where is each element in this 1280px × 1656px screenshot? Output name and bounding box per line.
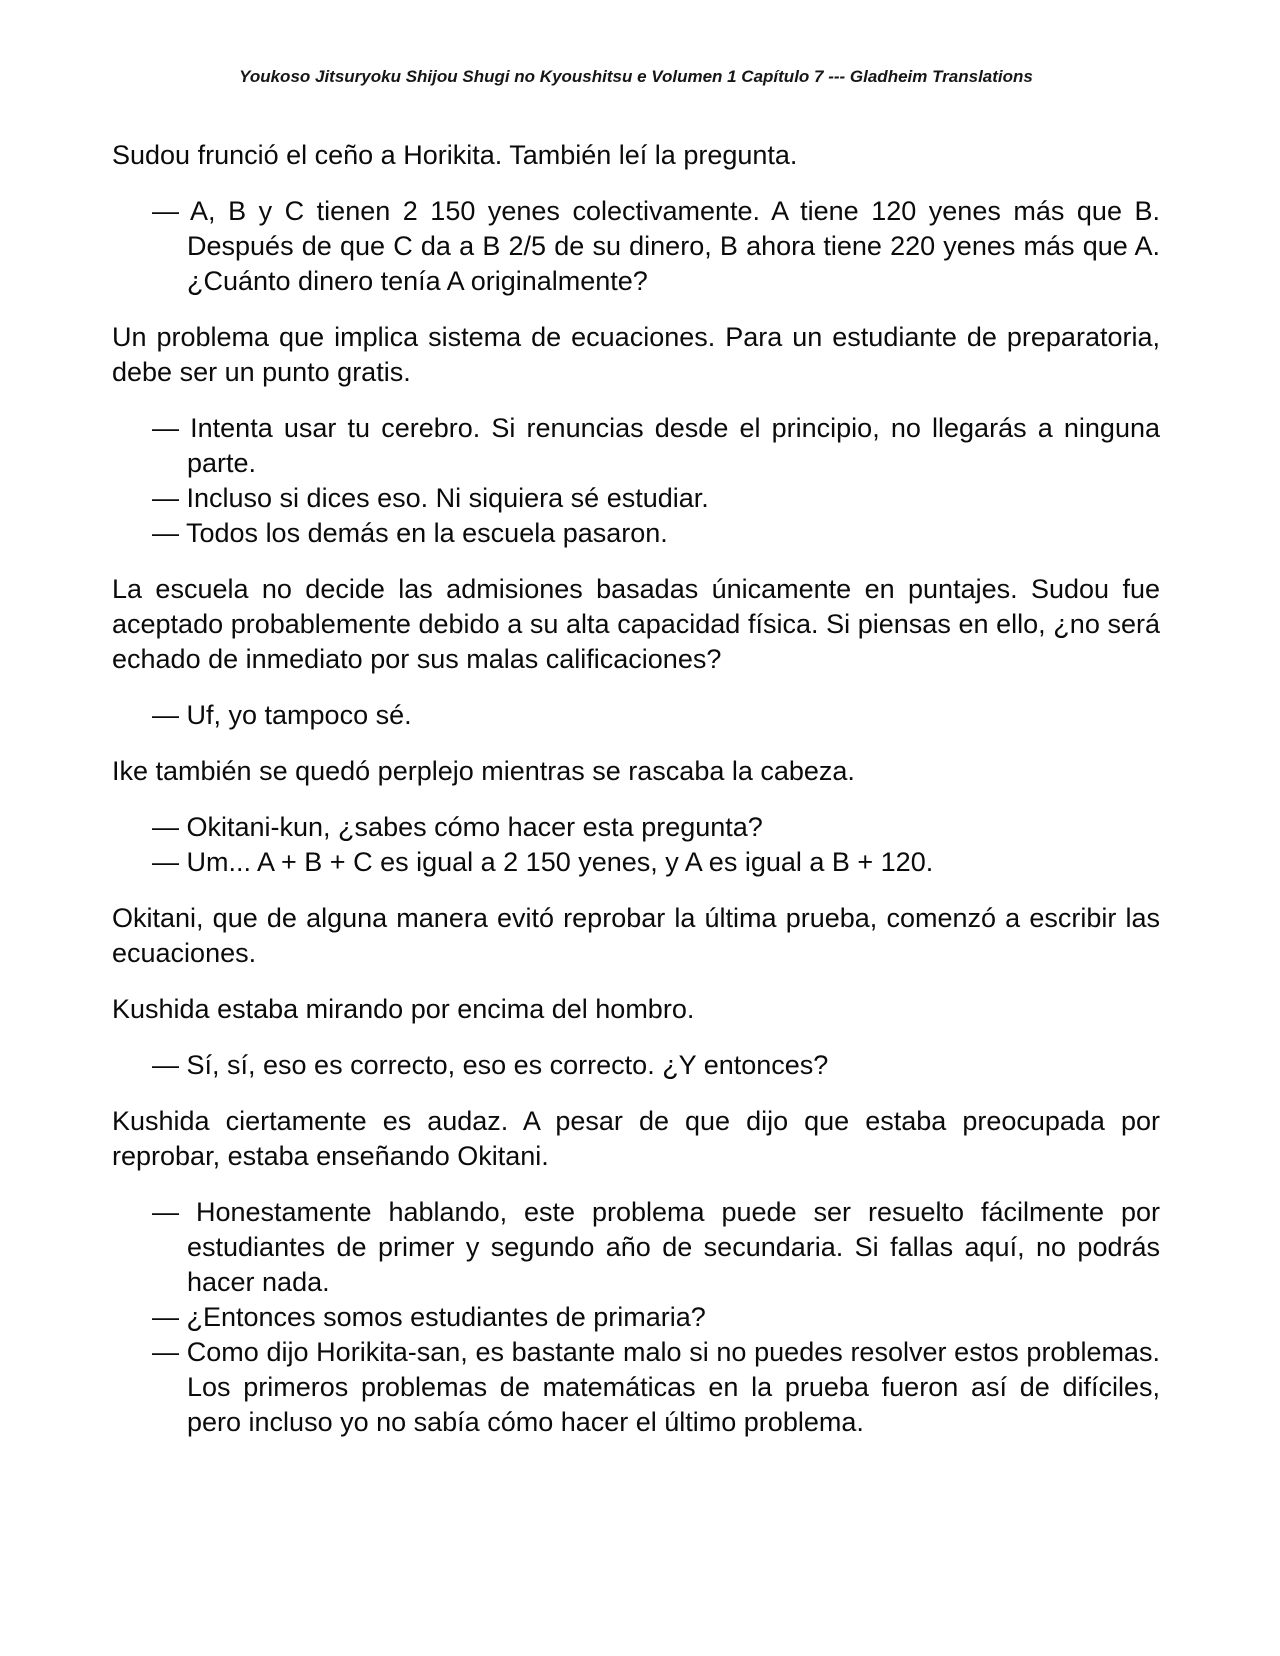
page-header (112, 66, 1160, 88)
dialogue-line: — Sí, sí, eso es correcto, eso es correcto. ¿Y entonces? (152, 1050, 829, 1080)
dialogue-line: — Todos los demás en la escuela pasaron. (152, 518, 668, 548)
dialogue-block (112, 194, 1160, 299)
dialogue-line: — Incluso si dices eso. Ni siquiera sé estudiar. (152, 483, 709, 513)
narration-paragraph: Sudou frunció el ceño a Horikita. También leí la pregunta. (112, 140, 798, 170)
dialogue-line: — Okitani-kun, ¿sabes cómo hacer esta pregunta? (152, 812, 763, 842)
page-body (112, 138, 1160, 1440)
dialogue-block (112, 1048, 1160, 1083)
narration-paragraph: Okitani, que de alguna manera evitó reprobar la última prueba, comenzó a escribir las ecuaciones. (112, 903, 1160, 968)
dialogue-line: — ¿Entonces somos estudiantes de primaria? (152, 1302, 706, 1332)
narration-paragraph: La escuela no decide las admisiones basadas únicamente en puntajes. Sudou fue aceptado probablemente debido a su alta capacidad física. Si piensas en ello, ¿no será echado de inmediato por sus malas calificaciones? (112, 574, 1160, 674)
header-title: Youkoso Jitsuryoku Shijou Shugi no Kyoushitsu e Volumen 1 Capítulo 7 --- Gladheim Translations (239, 67, 1033, 86)
dialogue-line: — Um... A + B + C es igual a 2 150 yenes, y A es igual a B + 120. (152, 847, 934, 877)
dialogue-line: — Como dijo Horikita-san, es bastante malo si no puedes resolver estos problemas. Los primeros problemas de matemáticas en la prueba fueron así de difíciles, pero incluso yo no sabía cómo hacer el último problema. (152, 1337, 1160, 1437)
dialogue-block (112, 810, 1160, 880)
dialogue-line: — Honestamente hablando, este problema puede ser resuelto fácilmente por estudiantes de primer y segundo año de secundaria. Si fallas aquí, no podrás hacer nada. (152, 1197, 1160, 1297)
dialogue-line: — Uf, yo tampoco sé. (152, 700, 412, 730)
dialogue-block (112, 698, 1160, 733)
narration-paragraph: Un problema que implica sistema de ecuaciones. Para un estudiante de preparatoria, debe ser un punto gratis. (112, 322, 1160, 387)
dialogue-line: — Intenta usar tu cerebro. Si renuncias desde el principio, no llegarás a ninguna parte. (152, 413, 1160, 478)
dialogue-block (112, 411, 1160, 551)
narration-paragraph: Kushida ciertamente es audaz. A pesar de que dijo que estaba preocupada por reprobar, estaba enseñando Okitani. (112, 1106, 1160, 1171)
narration-paragraph: Kushida estaba mirando por encima del hombro. (112, 994, 695, 1024)
dialogue-block (112, 1195, 1160, 1440)
dialogue-line: — A, B y C tienen 2 150 yenes colectivamente. A tiene 120 yenes más que B. Después de que C da a B 2/5 de su dinero, B ahora tiene 220 yenes más que A. ¿Cuánto dinero tenía A originalmente? (152, 196, 1160, 296)
narration-paragraph: Ike también se quedó perplejo mientras se rascaba la cabeza. (112, 756, 855, 786)
